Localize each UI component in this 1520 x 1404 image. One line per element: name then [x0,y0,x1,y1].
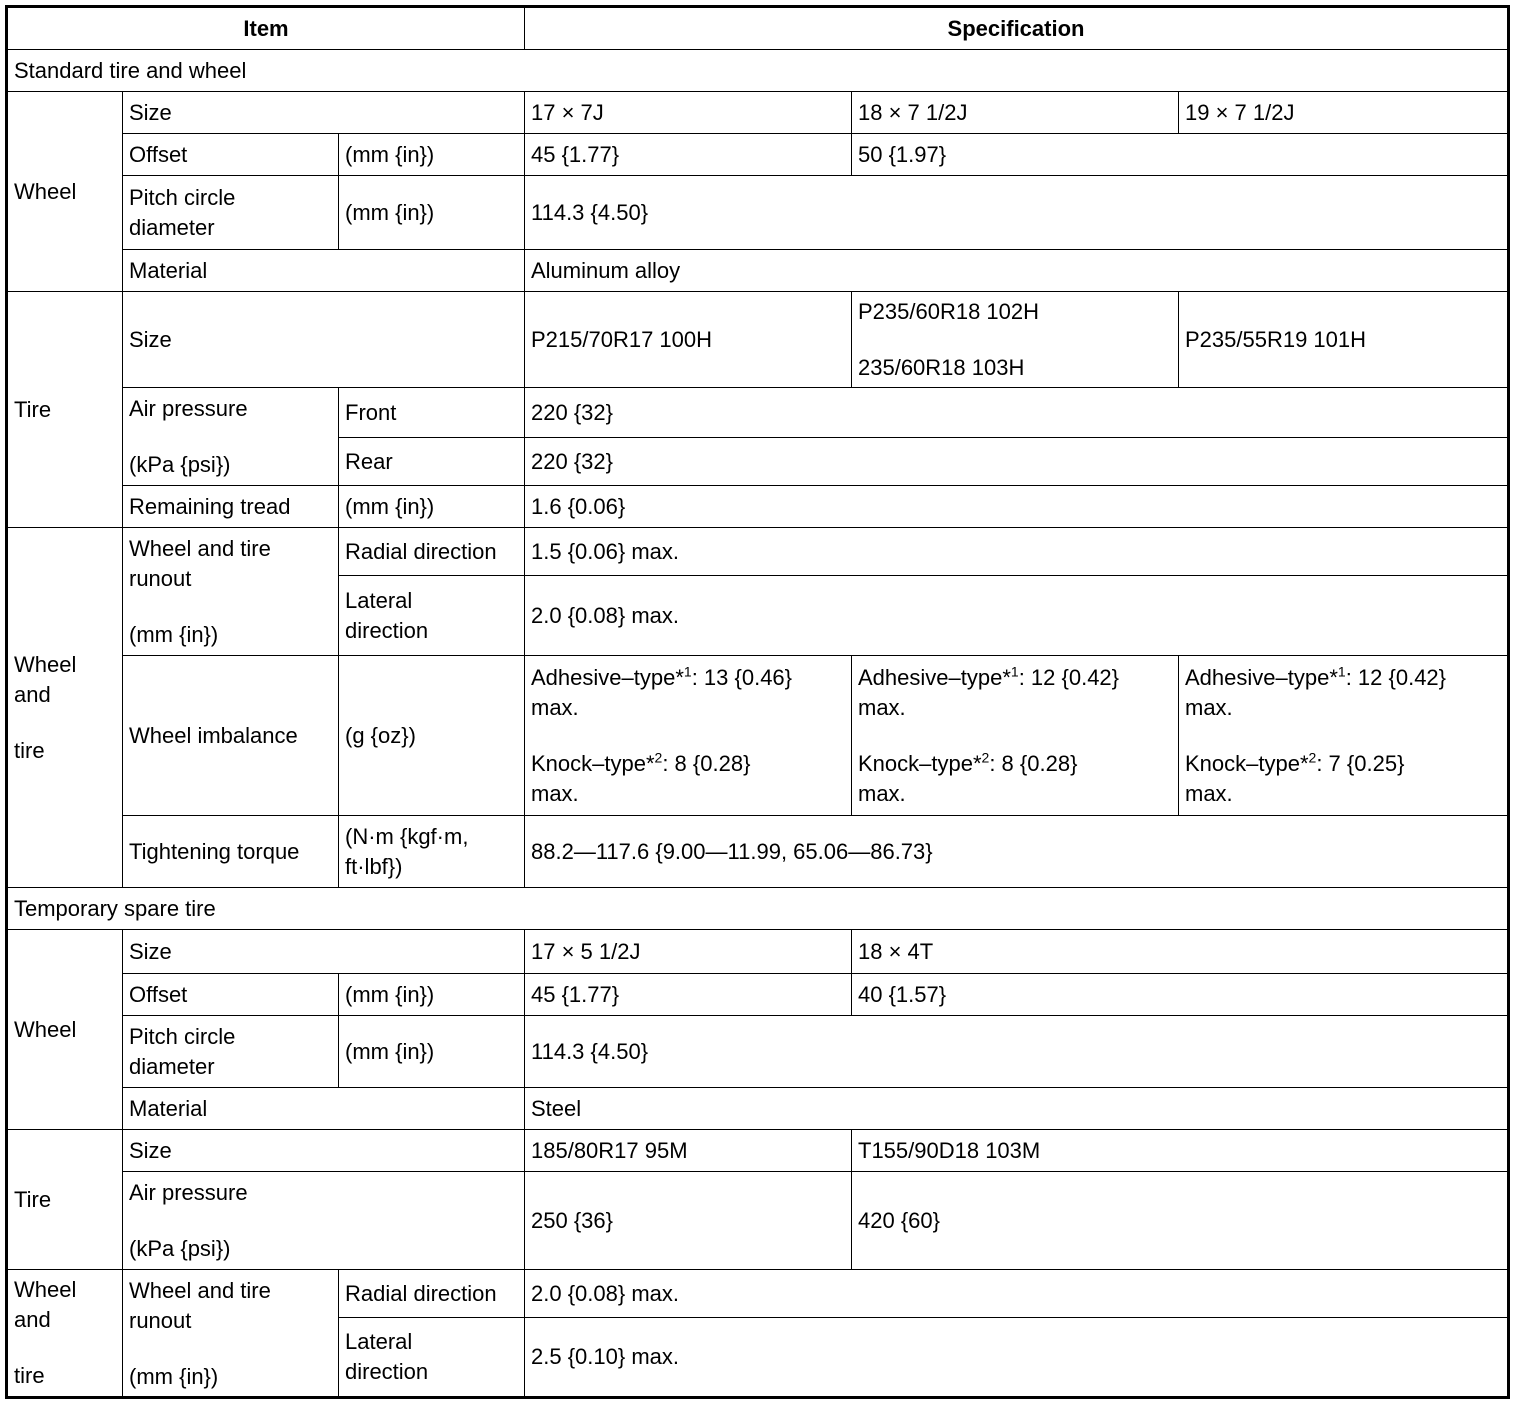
value-cell: 420 {60} [852,1172,1509,1270]
row-label-pcd [123,176,339,250]
value-line: max. [531,780,579,806]
value-cell: 18 × 4T [852,930,1509,974]
table-row [7,486,1509,528]
row-label-pcd [123,1016,339,1088]
value-cell: 1.6 {0.06} [525,486,1509,528]
footnote-mark: 1 [1010,663,1019,680]
value-cell: 220 {32} [525,388,1509,438]
label-line: Wheel [14,651,77,677]
value-cell: 1.5 {0.06} max. [525,528,1509,576]
label-line: direction [345,1359,429,1384]
value-line: max. [858,694,906,720]
value-cell: T155/90D18 103M [852,1130,1509,1172]
footnote-mark: 2 [1308,749,1317,766]
value-cell: 17 × 7J [525,92,852,134]
label-line: and [14,681,51,707]
label-line: (mm {in}) [129,1364,219,1389]
unit-cell: (g {oz}) [339,656,525,816]
group-label-wheel: Wheel [7,92,123,292]
value-cell: 114.3 {4.50} [525,176,1509,250]
label-line: tire [14,737,45,763]
value-cell: P235/55R19 101H [1179,292,1509,388]
table-row [7,1088,1509,1130]
footnote-mark: 2 [654,749,663,766]
value-line: max. [531,694,579,720]
value-cell: 50 {1.97} [852,134,1509,176]
value-line: Knock–type*$^2$: 8 {0.28} [531,749,751,776]
unit-cell: (mm {in}) [339,134,525,176]
table-row [7,134,1509,176]
group-label-wheel: Wheel [7,930,123,1130]
table-row [7,1172,1509,1270]
sub-label-rear: Rear [339,438,525,486]
row-label-size: Size [123,930,525,974]
row-label-tread: Remaining tread [123,486,339,528]
value-line: 235/60R18 103H [858,354,1025,380]
value-cell [525,656,852,816]
value-cell: 114.3 {4.50} [525,1016,1509,1088]
label-line: Pitch circle [129,1023,236,1049]
unit-line: (N·m {kgf·m, [345,823,469,849]
label-line: Wheel [14,1277,77,1302]
table-row [7,1270,1509,1318]
value-line: Adhesive–type*$^1$: 13 {0.46} [531,663,793,690]
sub-label-radial: Radial direction [339,1270,525,1318]
value-cell: 19 × 7 1/2J [1179,92,1509,134]
spec-table [5,5,1510,1399]
value-line: Adhesive–type*$^1$: 12 {0.42} [858,663,1120,690]
value-cell: Steel [525,1088,1509,1130]
label-line: (mm {in}) [129,622,219,647]
sub-label-lateral [339,576,525,656]
section-title-spare: Temporary spare tire [7,888,1509,930]
value-line: max. [858,780,906,806]
sub-label-front: Front [339,388,525,438]
label-line: diameter [129,1053,215,1079]
value-cell: 18 × 7 1/2J [852,92,1179,134]
value-cell: 2.0 {0.08} max. [525,576,1509,656]
value-line: Adhesive–type*$^1$: 12 {0.42} [1185,663,1447,690]
section-row [7,50,1509,92]
label-line: (kPa {psi}) [129,1235,231,1261]
table-row [7,92,1509,134]
row-label-runout [123,528,339,656]
unit-cell: (mm {in}) [339,1016,525,1088]
unit-cell: (mm {in}) [339,486,525,528]
row-label-size: Size [123,292,525,388]
table-row [7,176,1509,250]
label-line: and [14,1307,51,1332]
header-item: Item [7,7,525,50]
row-label-runout [123,1270,339,1398]
row-label-size: Size [123,1130,525,1172]
label-line: Pitch circle [129,184,236,210]
value-cell: 220 {32} [525,438,1509,486]
group-label-wheel-and-tire [7,528,123,888]
table-row [7,930,1509,974]
label-line: Air pressure [129,395,248,421]
table-row [7,528,1509,576]
value-cell: 45 {1.77} [525,974,852,1016]
table-row [7,250,1509,292]
unit-line: ft·lbf}) [345,853,403,879]
label-line: Wheel and tire [129,536,271,561]
label-line: (kPa {psi}) [129,451,231,477]
value-cell [852,292,1179,388]
value-cell: 40 {1.57} [852,974,1509,1016]
label-line: runout [129,1308,192,1333]
footnote-mark: 2 [981,749,990,766]
label-line: Lateral [345,1329,413,1354]
row-label-air-pressure [123,388,339,486]
value-line: max. [1185,694,1233,720]
value-cell: 88.2—117.6 {9.00—11.99, 65.06—86.73} [525,816,1509,888]
label-line: direction [345,617,429,643]
sub-label-lateral [339,1318,525,1398]
header-specification: Specification [525,7,1509,50]
value-line: P235/60R18 102H [858,298,1040,324]
row-label-offset: Offset [123,974,339,1016]
value-cell: 250 {36} [525,1172,852,1270]
row-label-imbalance: Wheel imbalance [123,656,339,816]
value-cell: P215/70R17 100H [525,292,852,388]
label-line: diameter [129,214,215,240]
footnote-mark: 1 [1337,663,1346,680]
header-row [7,7,1509,50]
row-label-torque: Tightening torque [123,816,339,888]
table-row [7,388,1509,438]
table-row [7,974,1509,1016]
value-cell [1179,656,1509,816]
section-title-standard: Standard tire and wheel [7,50,1509,92]
group-label-tire: Tire [7,1130,123,1270]
row-label-air-pressure [123,1172,525,1270]
label-line: Lateral [345,587,413,613]
table-row [7,816,1509,888]
row-label-size: Size [123,92,525,134]
unit-cell: (mm {in}) [339,176,525,250]
table-row [7,292,1509,388]
value-cell: 17 × 5 1/2J [525,930,852,974]
value-cell: Aluminum alloy [525,250,1509,292]
value-cell: 45 {1.77} [525,134,852,176]
value-line: Knock–type*$^2$: 7 {0.25} [1185,749,1405,776]
value-cell: 2.5 {0.10} max. [525,1318,1509,1398]
value-cell [852,656,1179,816]
table-row [7,1130,1509,1172]
footnote-mark: 1 [683,663,692,680]
label-line: runout [129,566,192,591]
row-label-offset: Offset [123,134,339,176]
label-line: Air pressure [129,1179,248,1205]
label-line: Wheel and tire [129,1278,271,1303]
value-cell: 185/80R17 95M [525,1130,852,1172]
sub-label-radial: Radial direction [339,528,525,576]
label-line: tire [14,1363,45,1388]
section-row [7,888,1509,930]
value-line: max. [1185,780,1233,806]
unit-cell [339,816,525,888]
unit-cell: (mm {in}) [339,974,525,1016]
group-label-tire: Tire [7,292,123,528]
group-label-wheel-and-tire [7,1270,123,1398]
table-row [7,656,1509,816]
row-label-material: Material [123,1088,525,1130]
value-line: Knock–type*$^2$: 8 {0.28} [858,749,1078,776]
row-label-material: Material [123,250,525,292]
value-cell: 2.0 {0.08} max. [525,1270,1509,1318]
table-row [7,1016,1509,1088]
